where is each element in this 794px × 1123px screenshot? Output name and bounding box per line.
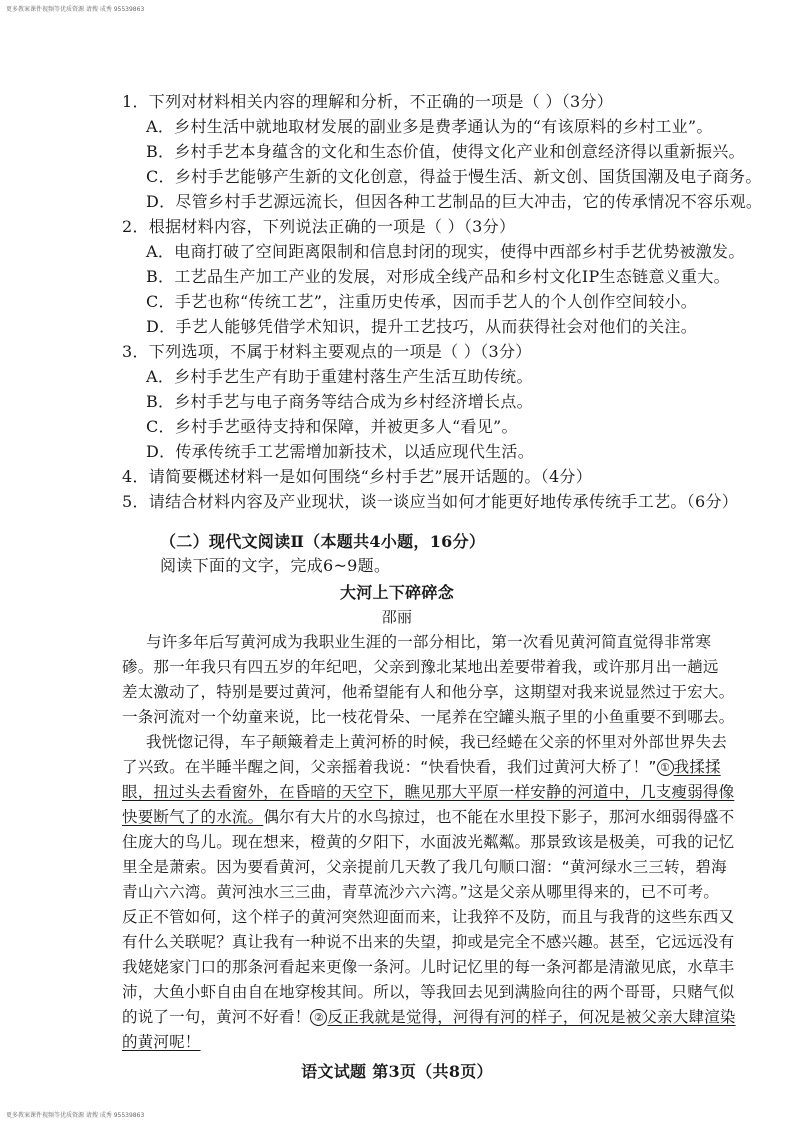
question-3-stem: 3．下列选项，不属于材料主要观点的一项是（ ）（3分）: [122, 342, 532, 361]
passage-line: 我恍惚记得，车子颠簸着走上黄河桥的时候，我已经蜷在父亲的怀里对外部世界失去: [146, 733, 727, 751]
sentence-marker-1: ①: [657, 759, 674, 776]
passage-line: [122, 1007, 736, 1027]
underlined-text: 我揉揉: [673, 758, 721, 776]
underlined-sentence-1: [657, 758, 721, 776]
passage-line: 与许多年后写黄河成为我职业生涯的一部分相比，第一次看见黄河简直觉得非常寒: [146, 633, 712, 651]
passage-line: 有什么关联呢？真让我有一种说不出来的失望，抑或是完全不感兴趣。甚至，它远远没有: [122, 933, 735, 951]
passage-line: 碜。那一年我只有四五岁的年纪吧，父亲到豫北某地出差要带着我，或许那月出一趟远: [122, 658, 719, 676]
passage-line: 里全是萧索。因为要看黄河，父亲提前几天教了我几句顺口溜：“黄河绿水三三转，碧海: [122, 858, 727, 876]
question-2-option-a: A．电商打破了空间距离限制和信息封闭的现实，使得中西部乡村手艺优势被激发。: [146, 242, 745, 261]
underlined-sentence-1-end: 快要断气了的水流。: [122, 808, 264, 826]
question-1-option-d: D．尽管乡村手艺源远流长，但因各种工艺制品的巨大冲击，它的传承情况不容乐观。: [146, 192, 763, 211]
underlined-sentence-2: [310, 1008, 735, 1026]
passage-line: 青山六六湾。黄河浊水三三曲，青草流沙六六湾。”这是父亲从哪里得来的，已不可考。: [122, 883, 720, 901]
question-3-option-c: C．乡村手艺亟待支持和保障，并被更多人“看见”。: [146, 417, 518, 436]
section-heading: （二）现代文阅读Ⅱ（本题共4小题，16分）: [160, 532, 486, 551]
passage-line: [122, 757, 721, 777]
passage-author: 邵丽: [381, 608, 413, 626]
question-5-stem: 5．请结合材料内容及产业现状，谈一谈应当如何才能更好地传承传统手工艺。（6分）: [122, 492, 739, 511]
underlined-text: 反正我就是觉得，河得有河的样子，何况是被父亲大肆渲染: [327, 1008, 736, 1026]
section-instruction: 阅读下面的文字，完成6~9题。: [160, 556, 391, 575]
question-1-option-c: C．乡村手艺能够产生新的文化创意，得益于慢生活、新文创、国货国潮及电子商务。: [146, 167, 762, 186]
underlined-sentence-1-line: 眼，扭过头去看窗外，在昏暗的天空下，瞧见那大平原一样安静的河道中，几支瘦弱得像: [122, 783, 735, 801]
passage-text: 偶尔有大片的水鸟掠过，也不能在水里投下影子，那河水细弱得盛不: [263, 808, 735, 826]
question-3-option-b: B．乡村手艺与电子商务等结合成为乡村经济增长点。: [146, 392, 533, 411]
question-4-stem: 4．请简要概述材料一是如何围绕“乡村手艺”展开话题的。（4分）: [122, 467, 593, 486]
question-1-option-a: A．乡村生活中就地取材发展的副业多是费孝通认为的“有该原料的乡村工业”。: [146, 117, 713, 136]
question-3-option-d: D．传承传统手工艺需增加新技术，以适应现代生活。: [146, 442, 535, 461]
watermark-top: 更多教案课件视频等优质资源 请搜 成秀 95539863: [6, 6, 145, 13]
passage-line: 差太激动了，特别是要过黄河，他希望能有人和他分享，这期望对我来说显然过于宏大。: [122, 683, 735, 701]
sentence-marker-2: ②: [310, 1009, 327, 1026]
question-1-stem: 1．下列对材料相关内容的理解和分析，不正确的一项是（ ）（3分）: [122, 92, 614, 111]
passage-title: 大河上下碎碎念: [339, 583, 455, 602]
question-2-option-c: C．手艺也称“传统工艺”，注重历史传承，因而手艺人的个人创作空间较小。: [146, 292, 698, 311]
passage-line: [122, 807, 734, 827]
passage-text: 了兴致。在半睡半醒之间，父亲摇着我说：“快看快看，我们过黄河大桥了！”: [122, 758, 657, 776]
passage-line: 沛，大鱼小虾自由自在地穿梭其间。所以，等我回去见到满脸向往的两个哥哥，只赌气似: [122, 983, 735, 1001]
page-footer: 语文试题 第3页（共8页）: [301, 1062, 493, 1081]
question-2-option-d: D．手艺人能够凭借学术知识，提升工艺技巧，从而获得社会对他们的关注。: [146, 317, 698, 336]
question-2-stem: 2．根据材料内容，下列说法正确的一项是（ ）（3分）: [122, 217, 516, 236]
passage-line: 一条河流对一个幼童来说，比一枝花骨朵、一尾养在空罐头瓶子里的小鱼重要不到哪去。: [122, 708, 735, 726]
underlined-sentence-2-end: 的黄河呢！: [122, 1033, 201, 1051]
passage-line: 住庞大的鸟儿。现在想来，橙黄的夕阳下，水面波光粼粼。那景致该是极美，可我的记忆: [122, 833, 735, 851]
passage-line: 我姥姥家门口的那条河看起来更像一条河。儿时记忆里的每一条河都是清澈见底，水草丰: [122, 958, 735, 976]
passage-text: 的说了一句，黄河不好看！: [122, 1008, 311, 1026]
question-2-option-b: B．工艺品生产加工产业的发展，对形成全线产品和乡村文化IP生态链意义重大。: [146, 267, 730, 286]
question-3-option-a: A．乡村手艺生产有助于重建村落生产生活互助传统。: [146, 367, 533, 386]
watermark-bottom: 更多教案课件视频等优质资源 请搜 成秀 95539863: [6, 1112, 145, 1119]
passage-line: 反正不管如何，这个样子的黄河突然迎面而来，让我猝不及防，而且与我背的这些东西又: [122, 908, 735, 926]
question-1-option-b: B．乡村手艺本身蕴含的文化和生态价值，使得文化产业和创意经济得以重新振兴。: [146, 142, 745, 161]
